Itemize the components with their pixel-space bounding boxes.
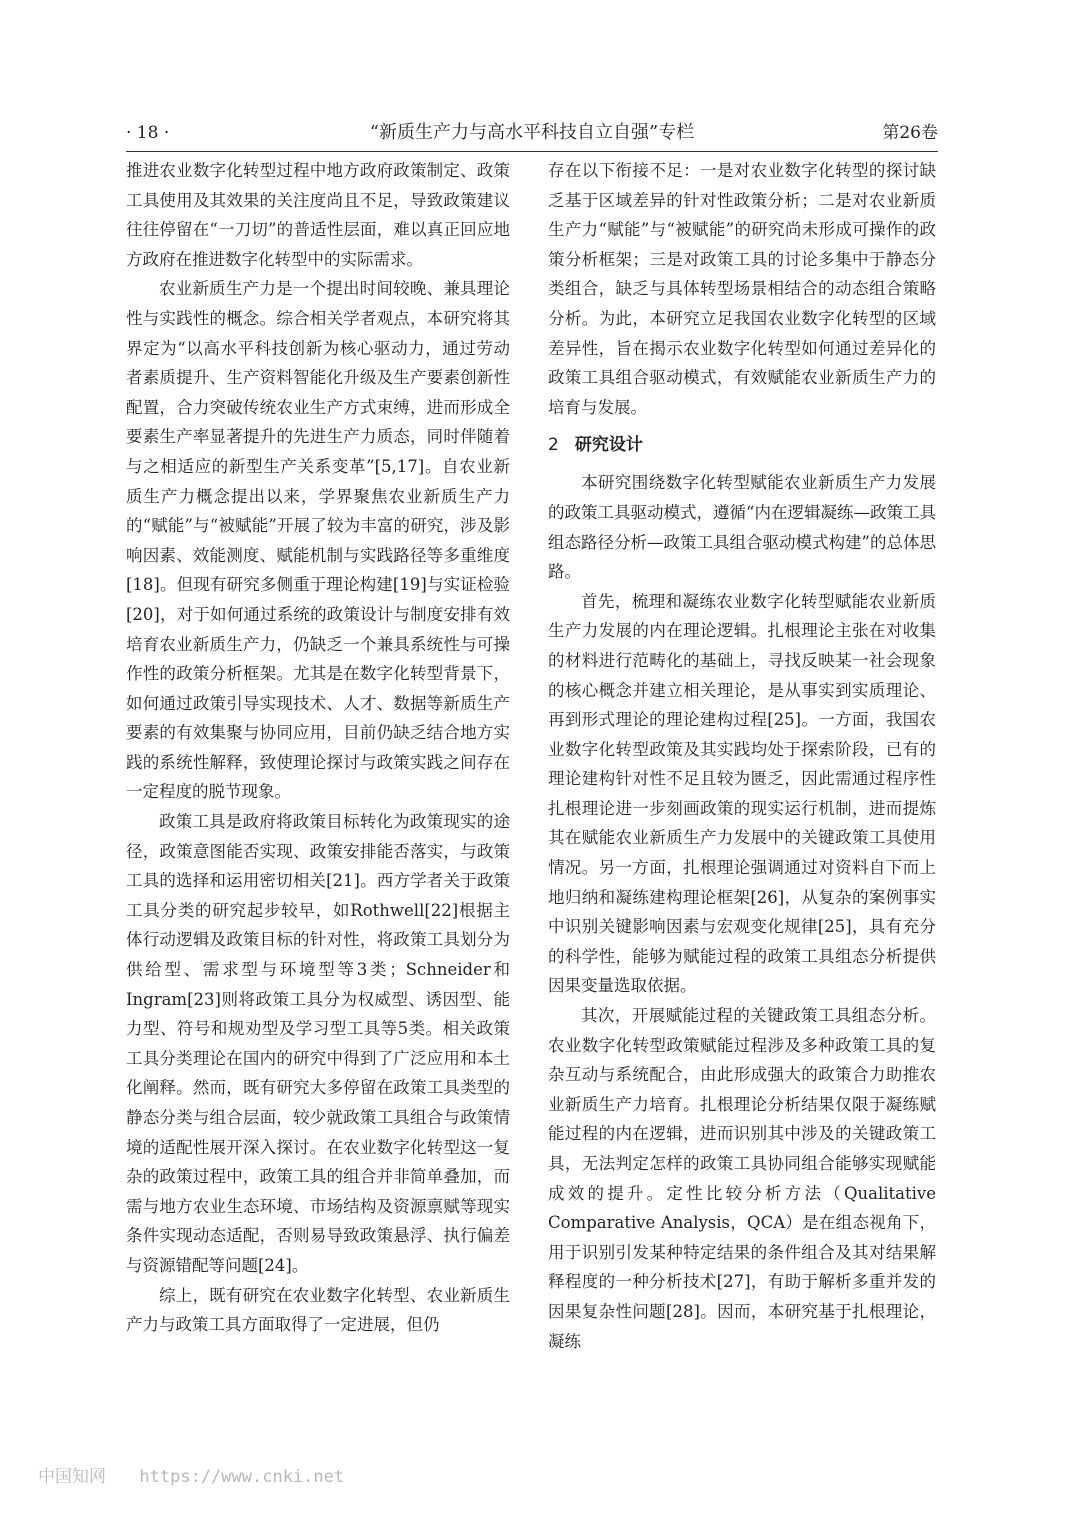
page-number: · 18 · bbox=[126, 123, 170, 143]
column-title: “新质生产力与高水平科技自立自强”专栏 bbox=[369, 122, 695, 143]
paragraph: 本研究围绕数字化转型赋能农业新质生产力发展的政策工具驱动模式，遵循“内在逻辑凝练—政策工具组态路径分析—政策工具组合驱动模式构建”的总体思路。 bbox=[548, 473, 936, 582]
header-rule bbox=[126, 151, 938, 152]
watermark-footer bbox=[38, 1462, 344, 1487]
paragraph: 政策工具是政府将政策目标转化为政策现实的途径，政策意图能否实现、政策安排能否落实，与政策工具的选择和运用密切相关[21]。西方学者关于政策工具分类的研究起步较早，如Rothwell[22]根据主体行动逻辑及政策目标的针对性，将政策工具划分为供给型、需求型与环境型等3类；Schneider和Ingram[23]则将政策工具分为权威型、诱因型、能力型、符号和规劝型及学习型工具等5类。相关政策工具分类理论在国内的研究中得到了广泛应用和本土化阐释。然而，既有研究大多停留在政策工具类型的静态分类与组合层面，较少就政策工具组合与政策情境的适配性展开深入探讨。在农业数字化转型这一复杂的政策过程中，政策工具的组合并非简单叠加，而需与地方农业生态环境、市场结构及资源禀赋等现实条件实现动态适配，否则易导致政策悬浮、执行偏差与资源错配等问题[24]。 bbox=[126, 812, 510, 1275]
page-header bbox=[126, 118, 938, 148]
paragraph: 综上，既有研究在农业数字化转型、农业新质生产力与政策工具方面取得了一定进展，但仍 bbox=[126, 1285, 510, 1335]
site-name: 中国知网 bbox=[38, 1467, 106, 1487]
paragraph: 首先，梳理和凝练农业数字化转型赋能农业新质生产力发展的内在理论逻辑。扎根理论主张在对收集的材料进行范畴化的基础上，寻找反映某一社会现象的核心概念并建立相关理论，是从事实到实质理论、再到形式理论的理论建构过程[25]。一方面，我国农业数字化转型政策及其实践均处于探索阶段，已有的理论建构针对性不足且较为匮乏，因此需通过程序性扎根理论进一步刻画政策的现实运行机制，进而提炼其在赋能农业新质生产力发展中的关键政策工具使用情况。另一方面，扎根理论强调通过对资料自下而上地归纳和凝练建构理论框架[26]，从复杂的案例事实中识别关键影响因素与宏观变化规律[25]，具有充分的科学性，能够为赋能过程的政策工具组态分析提供因果变量选取依据。 bbox=[548, 591, 936, 996]
section-number: 2 bbox=[548, 435, 559, 456]
paragraph: 存在以下衔接不足：一是对农业数字化转型的探讨缺乏基于区域差异的针对性政策分析；二是对农业新质生产力“赋能”与“被赋能”的研究尚未形成可操作的政策分析框架；三是对政策工具的讨论多集中于静态分类组合，缺乏与具体转型场景相结合的动态组合策略分析。为此，本研究立足我国农业数字化转型的区域差异性，旨在揭示农业数字化转型如何通过差异化的政策工具组合驱动模式，有效赋能农业新质生产力的培育与发展。 bbox=[548, 161, 936, 417]
left-column bbox=[126, 156, 510, 1340]
paragraph: 农业新质生产力是一个提出时间较晚、兼具理论性与实践性的概念。综合相关学者观点，本研究将其界定为“以高水平科技创新为核心驱动力，通过劳动者素质提升、生产资料智能化升级及生产要素创新性配置，合力突破传统农业生产方式束缚，进而形成全要素生产率显著提升的先进生产力质态，同时伴随着与之相适应的新型生产关系变革”[5,17]。自农业新质生产力概念提出以来，学界聚焦农业新质生产力的“赋能”与“被赋能”开展了较为丰富的研究，涉及影响因素、效能测度、赋能机制与实践路径等多重维度[18]。但现有研究多侧重于理论构建[19]与实证检验[20]，对于如何通过系统的政策设计与制度安排有效培育农业新质生产力，仍缺乏一个兼具系统性与可操作性的政策分析框架。尤其是在数字化转型背景下，如何通过政策引导实现技术、人才、数据等新质生产要素的有效集聚与协同应用，目前仍缺乏结合地方实践的系统性解释，致使理论探讨与政策实践之间存在一定程度的脱节现象。 bbox=[126, 279, 510, 802]
site-url[interactable]: https://www.cnki.net bbox=[139, 1467, 345, 1487]
section-heading bbox=[548, 430, 936, 460]
paragraph: 其次，开展赋能过程的关键政策工具组态分析。农业数字化转型政策赋能过程涉及多种政策工具的复杂互动与系统配合，由此形成强大的政策合力助推农业新质生产力培育。扎根理论分析结果仅限于凝练赋能过程的内在逻辑，进而识别其中涉及的关键政策工具，无法判定怎样的政策工具协同组合能够实现赋能成效的提升。定性比较分析方法（Qualitative Comparative Analysis，QCA）是在组态视角下，用于识别引发某种特定结果的条件组合及其对结果解释程度的一种分析技术[27]，有助于解析多重并发的因果复杂性问题[28]。因而，本研究基于扎根理论，凝练 bbox=[548, 1006, 936, 1351]
right-column bbox=[548, 156, 936, 1356]
section-title: 研究设计 bbox=[574, 435, 643, 456]
volume-label: 第26卷 bbox=[882, 123, 938, 143]
paragraph: 推进农业数字化转型过程中地方政府政策制定、政策工具使用及其效果的关注度尚且不足，导致政策建议往往停留在“一刀切”的普适性层面，难以真正回应地方政府在推进数字化转型中的实际需求。 bbox=[126, 161, 510, 269]
